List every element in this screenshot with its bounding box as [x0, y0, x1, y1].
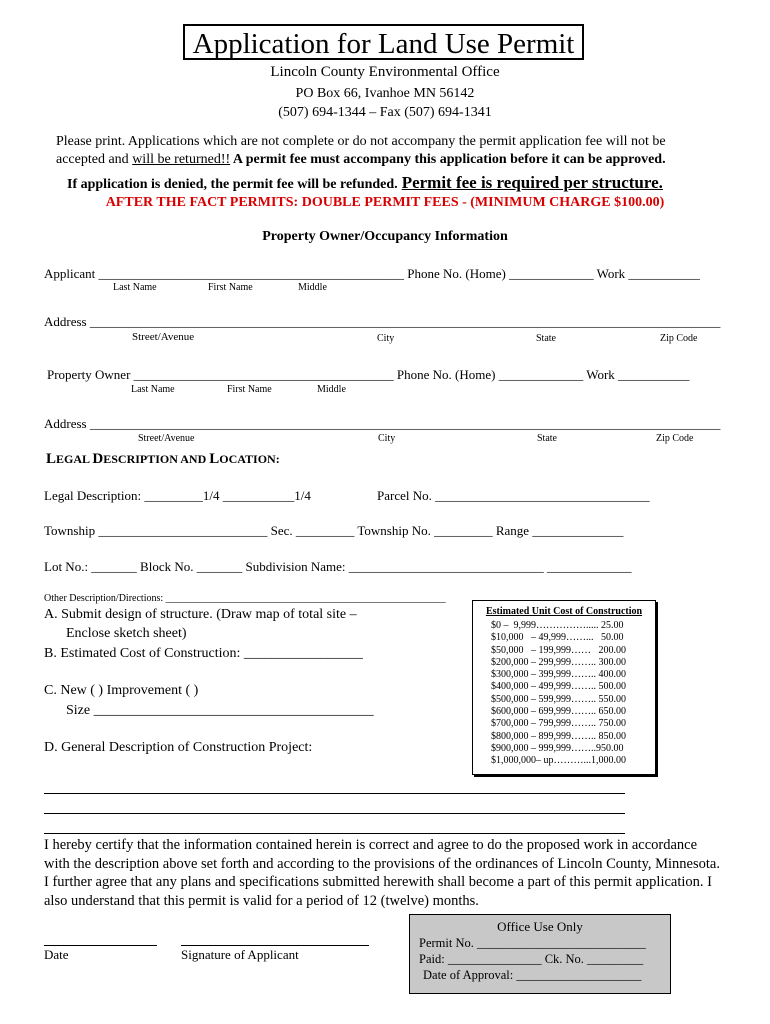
item-d-description: D. General Description of Construction Project:	[44, 740, 313, 755]
township-line[interactable]: Township __________________________ Sec. _________ Township No. _________ Range ______________	[44, 523, 624, 538]
address2-city-label: City	[378, 433, 396, 444]
permit-no-field[interactable]: Permit No. ___________________________	[419, 936, 646, 950]
address-street-label: Street/Avenue	[132, 331, 195, 343]
item-a-line-2: Enclose sketch sheet)	[66, 626, 187, 641]
notice-returned: will be returned!!	[132, 152, 231, 167]
property-owner-line[interactable]: Property Owner ________________________________________ Phone No. (Home) _____________ Work ___________	[47, 367, 690, 382]
cost-table-row: $300,000 – 399,999…….. 400.00	[491, 669, 626, 681]
parcel-field[interactable]: Parcel No. _________________________________	[377, 488, 650, 503]
cost-table-row: $800,000 – 899,999…….. 850.00	[491, 730, 626, 742]
cost-table-row: $700,000 – 799,999…….. 750.00	[491, 718, 626, 730]
notice-after-fact: AFTER THE FACT PERMITS: DOUBLE PERMIT FEES - (MINIMUM CHARGE $100.00)	[105, 195, 665, 210]
item-a-line-1: A. Submit design of structure. (Draw map of total site –	[44, 607, 357, 622]
address2-street-label: Street/Avenue	[138, 433, 195, 444]
address2-line[interactable]: Address _________________________________________________________________________________________________	[44, 416, 721, 431]
notice-line-3	[67, 173, 663, 193]
address2-state-label: State	[537, 433, 557, 444]
item-b-cost[interactable]: B. Estimated Cost of Construction: _________________	[44, 646, 363, 661]
office-use-title: Office Use Only	[497, 919, 583, 934]
applicant-line[interactable]: Applicant _______________________________________________ Phone No. (Home) _____________ Work ___________	[44, 266, 700, 281]
item-c-size[interactable]: Size ________________________________________	[66, 703, 374, 718]
cost-table-row: $10,000 – 49,999……... 50.00	[491, 632, 624, 644]
address-city-label: City	[377, 333, 395, 344]
notice-line-2	[56, 152, 666, 168]
address2-zip-label: Zip Code	[656, 433, 694, 444]
applicant-last-label: Last Name	[113, 282, 157, 293]
legal-description-field[interactable]: Legal Description: _________1/4 ___________1/4	[44, 488, 311, 503]
description-line-3[interactable]	[44, 833, 625, 834]
cost-table-row: $400,000 – 499,999…….. 500.00	[491, 681, 626, 693]
approval-date-field[interactable]: Date of Approval: ____________________	[423, 968, 642, 982]
cost-table-row: $500,000 – 599,999…….. 550.00	[491, 693, 626, 705]
cost-table-title: Estimated Unit Cost of Construction	[485, 606, 643, 617]
notice-fee-required: A permit fee must accompany this application before it can be approved.	[230, 152, 666, 167]
cost-table-row: $0 – 9,999……………..... 25.00	[491, 620, 624, 631]
description-line-2[interactable]	[44, 813, 625, 814]
applicant-signature-line[interactable]	[181, 945, 369, 946]
notice-refund: If application is denied, the permit fee will be refunded.	[67, 177, 398, 192]
office-phone: (507) 694-1344 – Fax (507) 694-1341	[278, 105, 492, 120]
date-signature-line[interactable]	[44, 945, 157, 946]
notice-accepted: accepted and	[56, 152, 133, 167]
owner-section-heading: Property Owner/Occupancy Information	[262, 229, 508, 244]
office-use-box	[409, 914, 671, 994]
other-directions-field[interactable]: Other Description/Directions: ________________________________________________________	[44, 593, 446, 604]
cost-table	[472, 600, 656, 775]
cost-table-row: $1,000,000– up………...1,000.00	[491, 755, 626, 767]
address-line[interactable]: Address _________________________________________________________________________________________________	[44, 314, 721, 329]
address-state-label: State	[536, 333, 556, 344]
owner-middle-label: Middle	[317, 384, 346, 395]
cost-table-row: $900,000 – 999,999……..950.00	[491, 742, 624, 754]
notice-per-structure: Permit fee is required per structure.	[401, 173, 663, 192]
owner-last-label: Last Name	[131, 384, 175, 395]
applicant-first-label: First Name	[208, 282, 253, 293]
description-line-1[interactable]	[44, 793, 625, 794]
date-label: Date	[44, 947, 69, 962]
notice-line-1: Please print. Applications which are not complete or do not accompany the permit application fee will not be	[56, 134, 666, 149]
office-address: PO Box 66, Ivanhoe MN 56142	[295, 86, 475, 101]
certification-text: I hereby certify that the information contained herein is correct and agree to do the proposed work in accordance with the description above set forth and according to the provisions of the ordinances of Lincoln County, Minnesota. I further agree that any plans and specifications submitted herewith shall become a part of this permit application. I also understand that this permit is valid for a period of 12 (twelve) months.	[44, 837, 720, 909]
cost-table-row: $200,000 – 299,999…….. 300.00	[491, 656, 626, 668]
office-name: Lincoln County Environmental Office	[270, 64, 500, 80]
form-title: Application for Land Use Permit	[183, 24, 584, 60]
item-c-new-improvement[interactable]: C. New ( ) Improvement ( )	[44, 683, 199, 698]
cost-table-rows	[473, 620, 655, 768]
lot-block-line[interactable]: Lot No.: _______ Block No. _______ Subdivision Name: ______________________________ _____________	[44, 559, 632, 574]
signature-label: Signature of Applicant	[181, 947, 299, 962]
cost-table-row: $50,000 – 199,999…… 200.00	[491, 644, 626, 656]
address-zip-label: Zip Code	[660, 333, 698, 344]
cost-table-row: $600,000 – 699,999…….. 650.00	[491, 706, 626, 718]
paid-check-field[interactable]: Paid: _______________ Ck. No. _________	[419, 952, 644, 966]
owner-first-label: First Name	[227, 384, 272, 395]
legal-section-heading: LEGAL DESCRIPTION AND LOCATION:	[46, 451, 280, 467]
applicant-middle-label: Middle	[298, 282, 327, 293]
